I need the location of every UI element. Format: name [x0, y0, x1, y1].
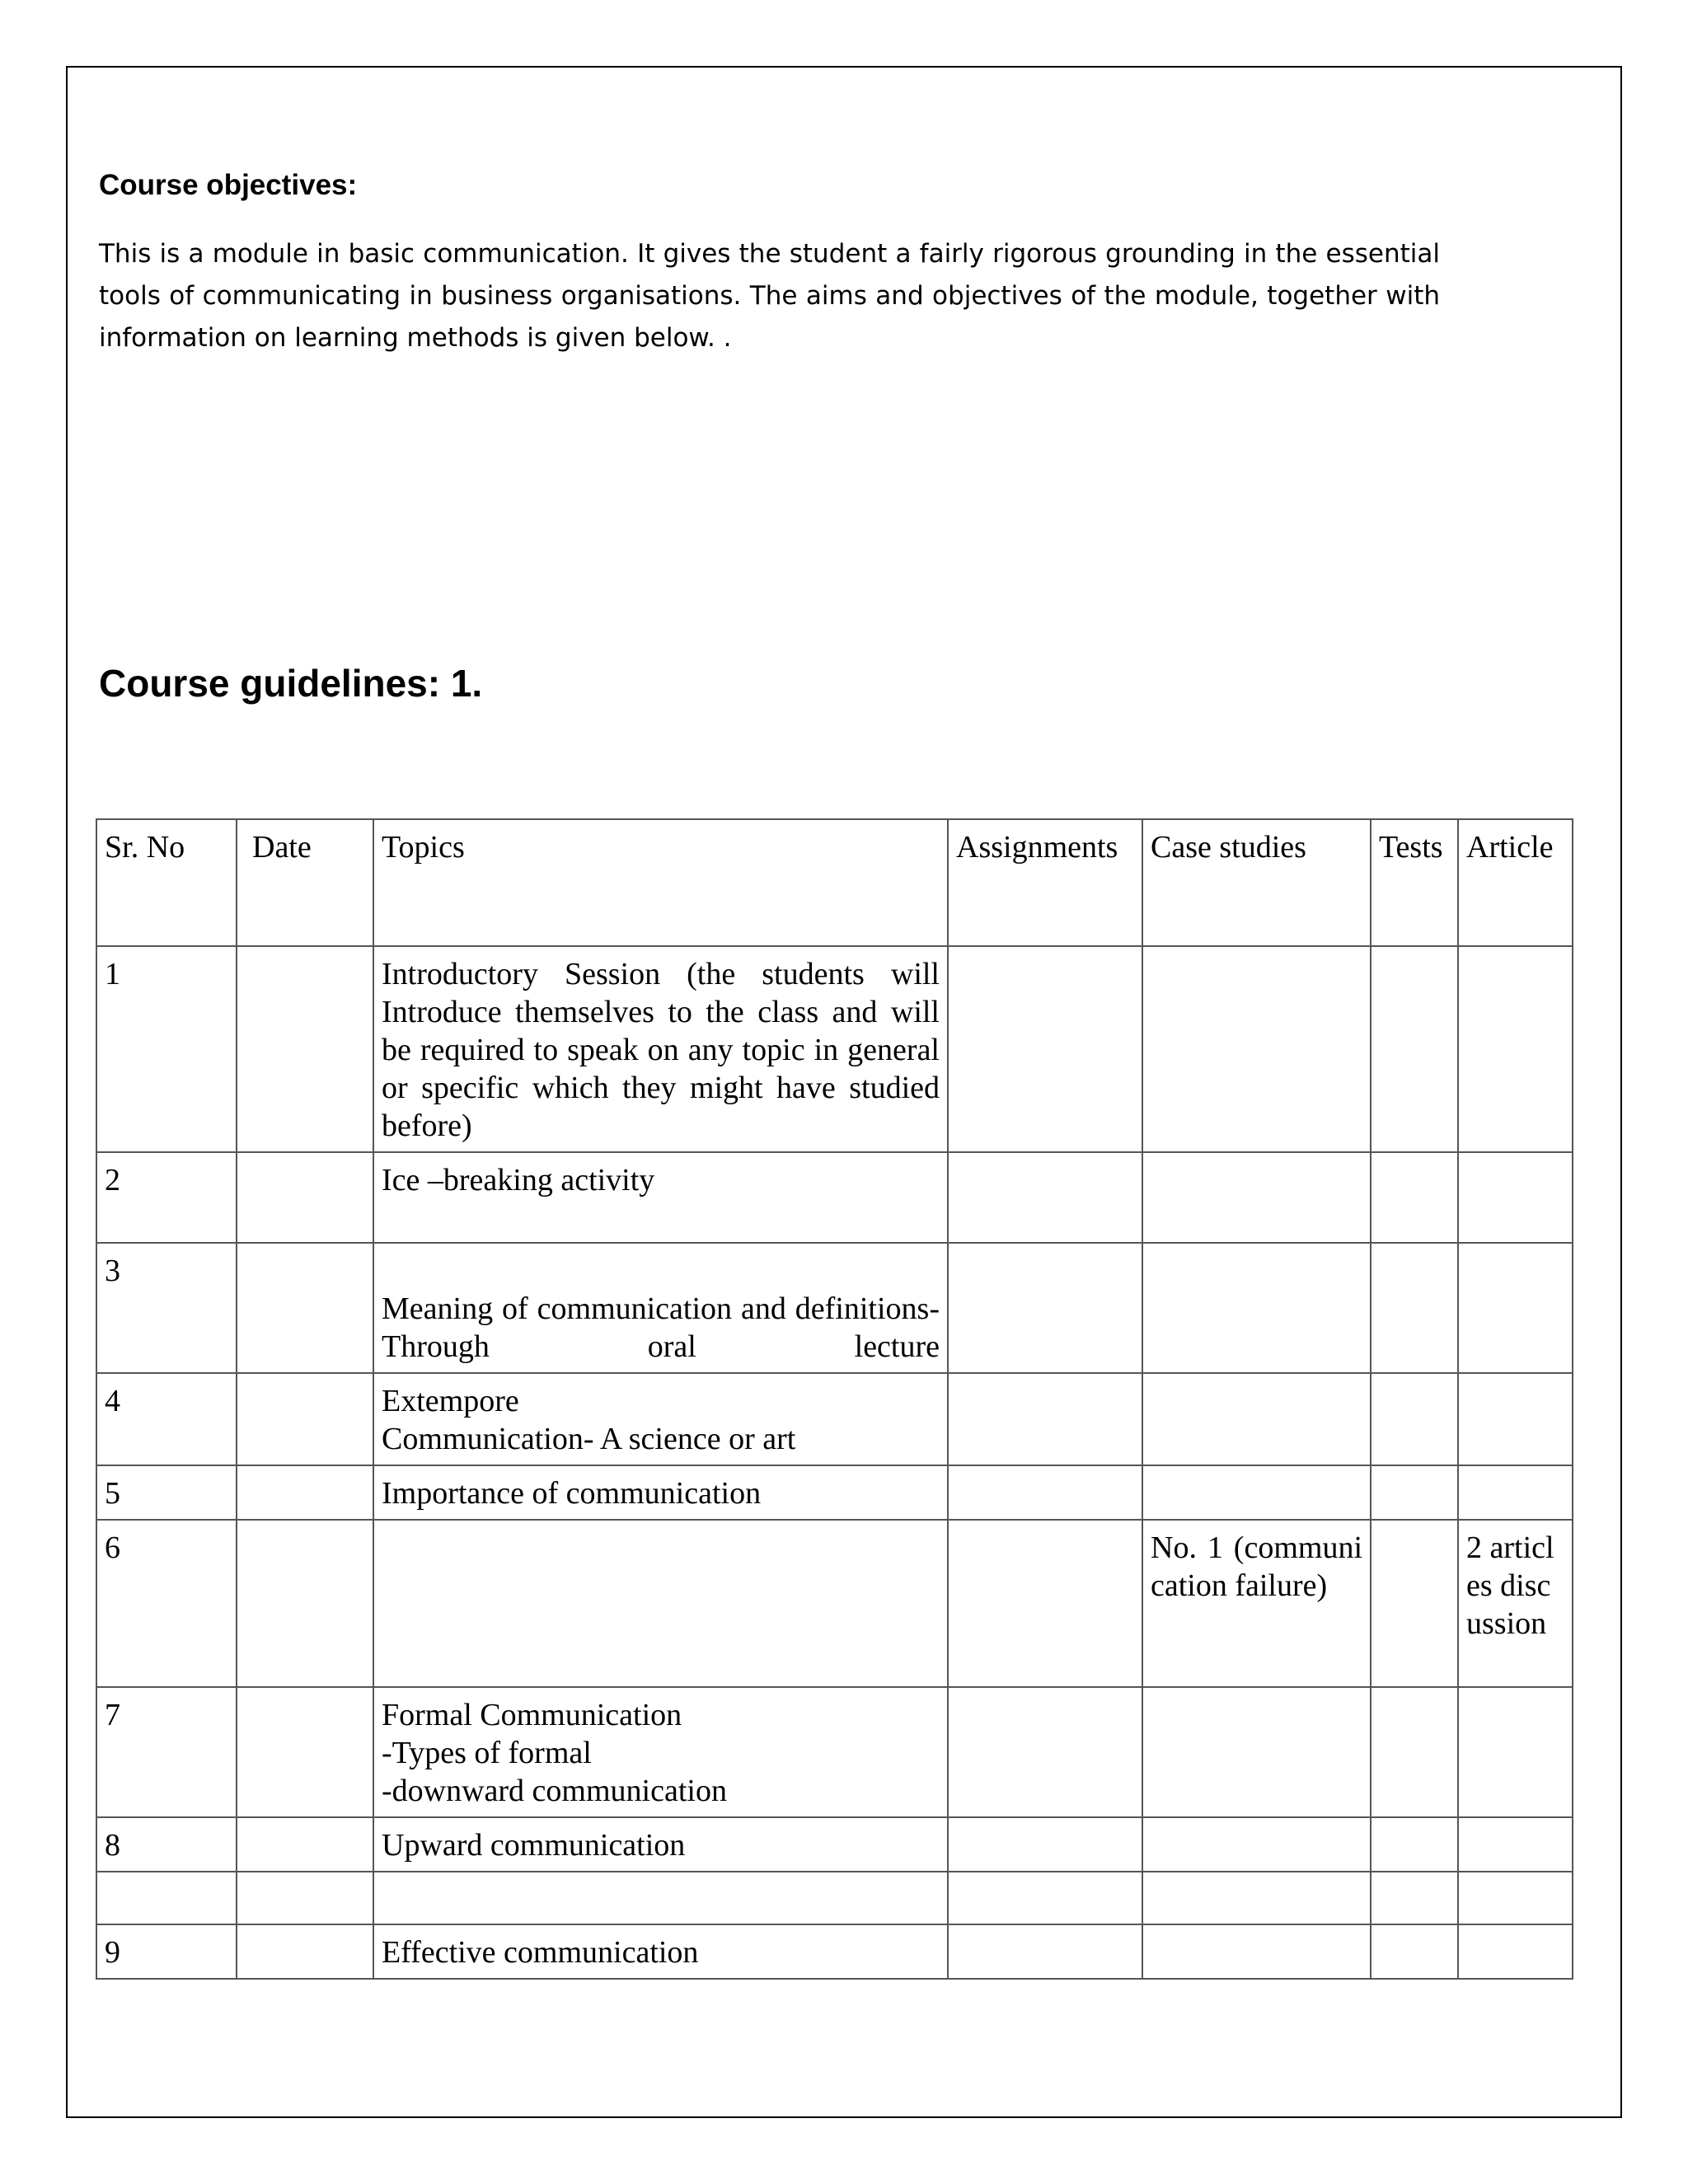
course-objectives-paragraph: This is a module in basic communication. It gives the student a fairly rigorous grounding in the essential tools of communicating in business organisations. The aims and objectives of the module, together with information on learning methods is given below. . [99, 239, 1440, 353]
cell-assignments [948, 946, 1142, 1152]
cell-date [237, 1687, 373, 1817]
cell-article: 2 articles discussion [1458, 1520, 1573, 1687]
cell-tests [1371, 1373, 1458, 1465]
cell-tests [1371, 1465, 1458, 1520]
course-guidelines-heading: Course guidelines: 1. [99, 662, 483, 705]
table-row [96, 946, 1573, 1152]
table-row [96, 1152, 1573, 1243]
cell-case-studies [1142, 1465, 1371, 1520]
cell-article [1458, 946, 1573, 1152]
cell-topic [373, 1520, 948, 1687]
cell-tests [1371, 946, 1458, 1152]
course-schedule-table [96, 818, 1573, 1980]
cell-sr-no: 4 [96, 1373, 237, 1465]
cell-topic [373, 1872, 948, 1924]
cell-assignments [948, 1243, 1142, 1373]
blank-line [382, 1252, 940, 1290]
cell-sr-no: 8 [96, 1817, 237, 1872]
cell-sr-no [96, 1872, 237, 1924]
cell-topic [373, 1243, 948, 1373]
header-article: Article [1458, 819, 1573, 946]
cell-assignments [948, 1924, 1142, 1979]
table-row [96, 1817, 1573, 1872]
cell-assignments [948, 1373, 1142, 1465]
cell-sr-no: 6 [96, 1520, 237, 1687]
cell-article [1458, 1243, 1573, 1373]
course-objectives-heading: Course objectives: [99, 169, 358, 201]
cell-sr-no: 7 [96, 1687, 237, 1817]
cell-article [1458, 1687, 1573, 1817]
cell-article [1458, 1924, 1573, 1979]
cell-sr-no: 1 [96, 946, 237, 1152]
cell-topic-line: -downward communication [382, 1774, 727, 1808]
cell-topic-line: Formal Communication [382, 1698, 682, 1732]
cell-case-studies [1142, 1243, 1371, 1373]
cell-case-studies [1142, 946, 1371, 1152]
cell-tests [1371, 1520, 1458, 1687]
cell-date [237, 1152, 373, 1243]
header-sr-no: Sr. No [96, 819, 237, 946]
table-row [96, 1687, 1573, 1817]
header-topics: Topics [373, 819, 948, 946]
cell-case-studies [1142, 1872, 1371, 1924]
cell-article [1458, 1152, 1573, 1243]
cell-topic: Importance of communication [373, 1465, 948, 1520]
cell-date [237, 1924, 373, 1979]
cell-tests [1371, 1687, 1458, 1817]
table-row [96, 1243, 1573, 1373]
cell-topic-line: -Types of formal [382, 1736, 592, 1770]
cell-sr-no: 5 [96, 1465, 237, 1520]
cell-date [237, 1872, 373, 1924]
cell-topic-text: Meaning of communication and definitions- Through oral lecture [382, 1291, 940, 1364]
cell-date [237, 1243, 373, 1373]
cell-topic-line: Communication- A science or art [382, 1422, 796, 1456]
cell-article [1458, 1373, 1573, 1465]
cell-sr-no: 9 [96, 1924, 237, 1979]
header-case-studies: Case studies [1142, 819, 1371, 946]
header-date: Date [237, 819, 373, 946]
cell-date [237, 1465, 373, 1520]
table-row [96, 1924, 1573, 1979]
cell-topic: Effective communication [373, 1924, 948, 1979]
cell-article [1458, 1817, 1573, 1872]
cell-topic [373, 1687, 948, 1817]
cell-case-studies [1142, 1373, 1371, 1465]
cell-date [237, 1817, 373, 1872]
cell-assignments [948, 1687, 1142, 1817]
cell-topic-line: Extempore [382, 1384, 519, 1418]
cell-assignments [948, 1520, 1142, 1687]
cell-tests [1371, 1152, 1458, 1243]
table-row [96, 1520, 1573, 1687]
cell-assignments [948, 1152, 1142, 1243]
cell-assignments [948, 1465, 1142, 1520]
cell-case-studies [1142, 1687, 1371, 1817]
cell-tests [1371, 1243, 1458, 1373]
cell-article [1458, 1465, 1573, 1520]
cell-topic: Ice –breaking activity [373, 1152, 948, 1243]
cell-topic [373, 1373, 948, 1465]
table-header-row [96, 819, 1573, 946]
header-assignments: Assignments [948, 819, 1142, 946]
cell-sr-no: 3 [96, 1243, 237, 1373]
header-tests: Tests [1371, 819, 1458, 946]
cell-tests [1371, 1872, 1458, 1924]
table-row [96, 1872, 1573, 1924]
table-row [96, 1465, 1573, 1520]
cell-tests [1371, 1924, 1458, 1979]
cell-case-studies [1142, 1924, 1371, 1979]
cell-date [237, 1373, 373, 1465]
table-row [96, 1373, 1573, 1465]
cell-assignments [948, 1872, 1142, 1924]
cell-date [237, 946, 373, 1152]
cell-case-studies [1142, 1817, 1371, 1872]
cell-sr-no: 2 [96, 1152, 237, 1243]
cell-topic: Introductory Session (the students will Introduce themselves to the class and will be required to speak on any topic in general or specific which they might have studied before) [373, 946, 948, 1152]
cell-date [237, 1520, 373, 1687]
cell-article [1458, 1872, 1573, 1924]
cell-tests [1371, 1817, 1458, 1872]
cell-topic: Upward communication [373, 1817, 948, 1872]
cell-case-studies [1142, 1152, 1371, 1243]
cell-case-studies: No. 1 (communication failure) [1142, 1520, 1371, 1687]
cell-assignments [948, 1817, 1142, 1872]
